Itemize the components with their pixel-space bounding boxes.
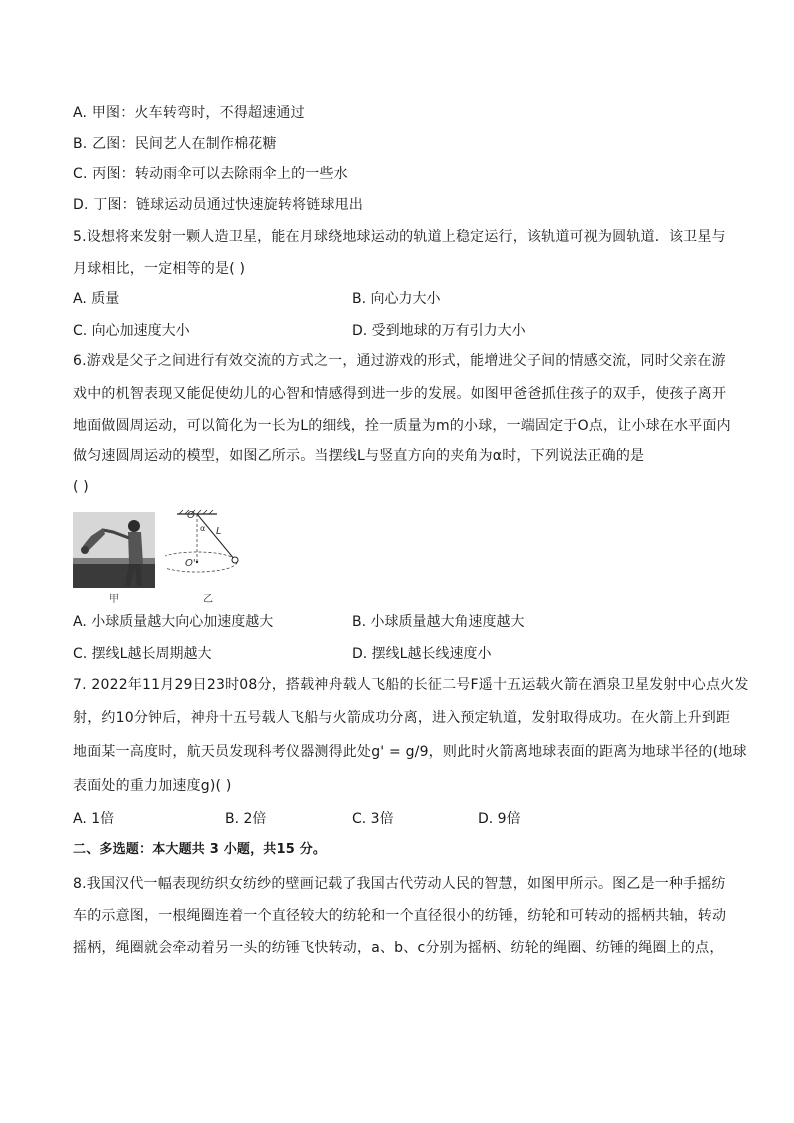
q7-option-c: C. 3倍 [352,811,394,827]
q7-stem-line-2: 射，约10分钟后，神舟十五号载人飞船与火箭成功分离，进入预定轨道，发射取得成功。在火箭上升到距 [73,710,731,726]
label-o: O [187,510,195,521]
figure-caption-right: 乙 [203,594,213,605]
q4-option-c: C. 丙图：转动雨伞可以去除雨伞上的一些水 [73,166,348,182]
q6-stem-line-2: 戏中的机智表现又能促使幼儿的心智和情感得到进一步的发展。如图甲爸爸抓住孩子的双手，使孩子离开 [73,386,727,402]
q5-option-d: D. 受到地球的万有引力大小 [352,323,526,339]
label-o-prime: O' [185,558,196,569]
q7-stem-line-1: 7. 2022年11月29日23时08分，搭载神舟载人飞船的长征二号F遥十五运载火箭在酒泉卫星发射中心点火发 [73,677,749,693]
section-heading: 二、多选题：本大题共 3 小题，共15 分。 [73,842,327,857]
q5-option-a: A. 质量 [73,291,120,307]
q6-figure [73,508,253,604]
q6-stem-line-4: 做匀速圆周运动的模型，如图乙所示。当摆线L与竖直方向的夹角为α时，下列说法正确的是 [73,448,645,464]
q6-option-b: B. 小球质量越大角速度越大 [352,614,525,630]
q7-stem-line-4: 表面处的重力加速度g)( ) [73,778,232,794]
q6-option-d: D. 摆线L越长线速度小 [352,646,492,662]
q7-option-a: A. 1倍 [73,811,115,827]
q7-option-b: B. 2倍 [225,811,267,827]
q6-stem-line-1: 6.游戏是父子之间进行有效交流的方式之一，通过游戏的形式，能增进父子间的情感交流，同时父亲在游 [73,353,726,369]
q8-stem-line-1: 8.我国汉代一幅表现纺织女纺纱的壁画记载了我国古代劳动人民的智慧，如图甲所示。图乙是一种手摇纺 [73,876,726,892]
q5-stem-line-1: 5.设想将来发射一颗人造卫星，能在月球绕地球运动的轨道上稳定运行，该轨道可视为圆轨道．该卫星与 [73,229,726,245]
q6-stem-line-5: ( ) [73,479,89,495]
q5-stem-line-2: 月球相比，一定相等的是( ) [73,261,246,277]
q7-stem-line-3: 地面某一高度时，航天员发现科考仪器测得此处g' = g/9，则此时火箭离地球表面的距离为地球半径的(地球 [73,744,747,760]
q4-option-a: A. 甲图：火车转弯时，不得超速通过 [73,105,305,121]
q4-option-b: B. 乙图：民间艺人在制作棉花糖 [73,136,277,152]
q4-option-d: D. 丁图：链球运动员通过快速旋转将链球甩出 [73,197,364,213]
q5-option-c: C. 向心加速度大小 [73,323,190,339]
q8-stem-line-3: 摇柄，绳圈就会牵动着另一头的纺锤飞快转动，a、b、c分别为摇柄、纺轮的绳圈、纺锤的绳圈上的点， [73,940,724,956]
figure-caption-left: 甲 [109,594,119,605]
q8-stem-line-2: 车的示意图，一根绳圈连着一个直径较大的纺轮和一个直径很小的纺锤，纺轮和可转动的摇柄共轴，转动 [73,908,727,924]
q6-option-c: C. 摆线L越长周期越大 [73,646,212,662]
q6-stem-line-3: 地面做圆周运动，可以简化为一长为L的细线，拴一质量为m的小球，一端固定于O点，让小球在水平面内 [73,418,731,434]
conical-pendulum-diagram [165,508,255,588]
label-l: L [216,526,222,537]
q5-option-b: B. 向心力大小 [352,291,441,307]
father-child-photo [73,512,155,588]
q7-option-d: D. 9倍 [478,811,521,827]
q6-option-a: A. 小球质量越大向心加速度越大 [73,614,274,630]
label-alpha: α [200,524,206,533]
